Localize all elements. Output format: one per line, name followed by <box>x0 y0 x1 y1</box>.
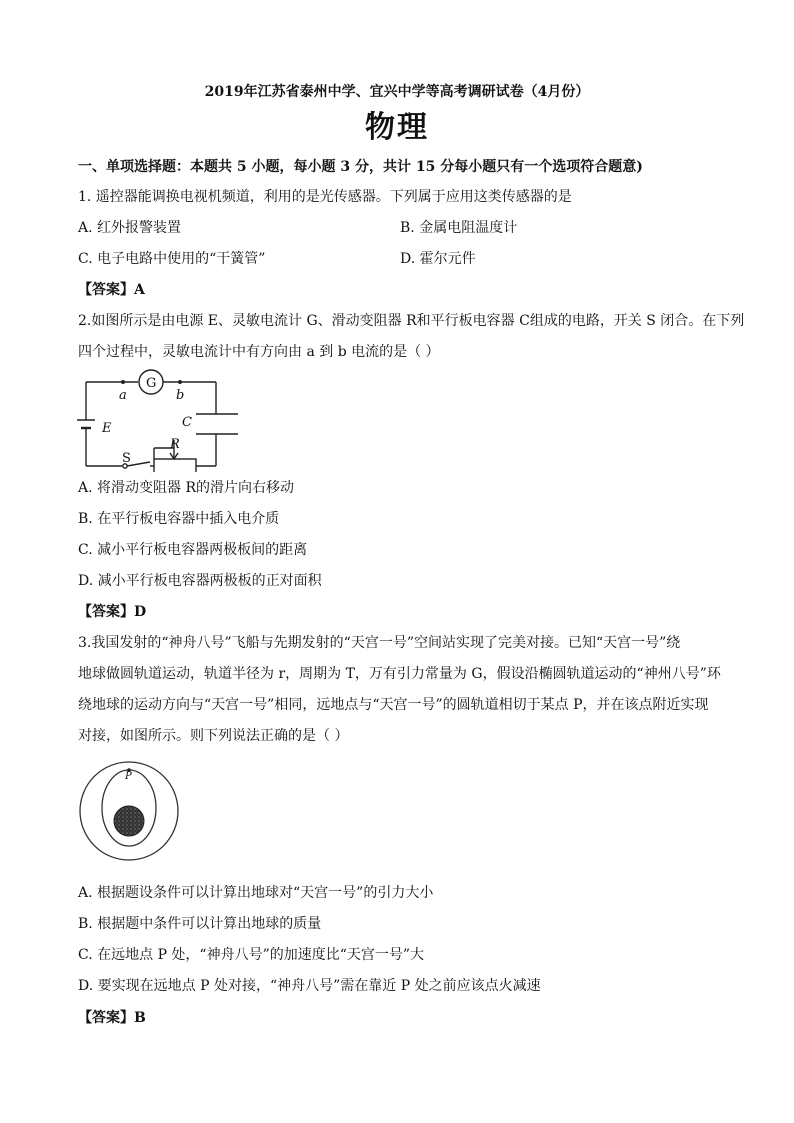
circuit-diagram <box>74 368 254 472</box>
q3-stem-line2: 地球做圆轨道运动，轨道半径为 r，周期为 T，万有引力常量为 G，假设沿椭圆轨道运动的“神州八号”环 <box>78 666 721 682</box>
q3-answer: 【答案】B <box>78 1010 146 1026</box>
battery-label: E <box>102 421 112 436</box>
q2-option-d: D. 减小平行板电容器两极板的正对面积 <box>78 573 322 589</box>
section-heading: 一、单项选择题：本题共 5 小题，每小题 3 分，共计 15 分每小题只有一个选项符合题意) <box>78 159 643 175</box>
exam-title: 2019年江苏省泰州中学、宜兴中学等高考调研试卷（4月份） <box>204 84 590 100</box>
q2-answer: 【答案】D <box>78 604 147 620</box>
point-p-label: P <box>125 771 132 782</box>
point-b-label: b <box>176 388 185 403</box>
q1-answer: 【答案】A <box>78 282 145 298</box>
q2-option-a: A. 将滑动变阻器 R的滑片向右移动 <box>78 480 295 496</box>
q3-option-a: A. 根据题设条件可以计算出地球对“天宫一号”的引力大小 <box>78 885 434 901</box>
q1-option-b: B. 金属电阻温度计 <box>400 220 518 236</box>
q1-option-d: D. 霍尔元件 <box>400 251 476 267</box>
orbit-diagram <box>78 760 180 862</box>
q3-option-b: B. 根据题中条件可以计算出地球的质量 <box>78 916 322 932</box>
q1-option-a: A. 红外报警装置 <box>78 220 182 236</box>
point-a-label: a <box>119 388 127 403</box>
capacitor-label: C <box>182 415 192 430</box>
q3-stem-line4: 对接，如图所示。则下列说法正确的是（ ） <box>78 728 349 744</box>
galvanometer-label: G <box>146 376 157 391</box>
q2-stem-line1: 2.如图所示是由电源 E、灵敏电流计 G、滑动变阻器 R和平行板电容器 C组成的电路，开关 S 闭合。在下列 <box>78 313 745 329</box>
q2-option-c: C. 减小平行板电容器两极板间的距离 <box>78 542 308 558</box>
subject-title: 物理 <box>365 110 429 145</box>
q2-stem-line2: 四个过程中，灵敏电流计中有方向由 a 到 b 电流的是（ ） <box>78 344 440 360</box>
q3-stem-line1: 3.我国发射的“神舟八号”飞船与先期发射的“天宫一号”空间站实现了完美对接。已知“天宫一号”绕 <box>78 635 681 651</box>
switch-label: S <box>122 451 131 466</box>
q3-option-c: C. 在远地点 P 处，“神舟八号”的加速度比“天宫一号”大 <box>78 947 425 963</box>
rheostat-label: R <box>170 437 180 452</box>
q3-option-d: D. 要实现在远地点 P 处对接，“神舟八号”需在靠近 P 处之前应该点火减速 <box>78 978 541 994</box>
q2-option-b: B. 在平行板电容器中插入电介质 <box>78 511 280 527</box>
q1-stem: 1. 遥控器能调换电视机频道，利用的是光传感器。下列属于应用这类传感器的是 <box>78 189 572 205</box>
q1-option-c: C. 电子电路中使用的“干簧管” <box>78 251 266 267</box>
q3-stem-line3: 绕地球的运动方向与“天宫一号”相同，远地点与“天宫一号”的圆轨道相切于某点 P，并在该点附近实现 <box>78 697 709 713</box>
